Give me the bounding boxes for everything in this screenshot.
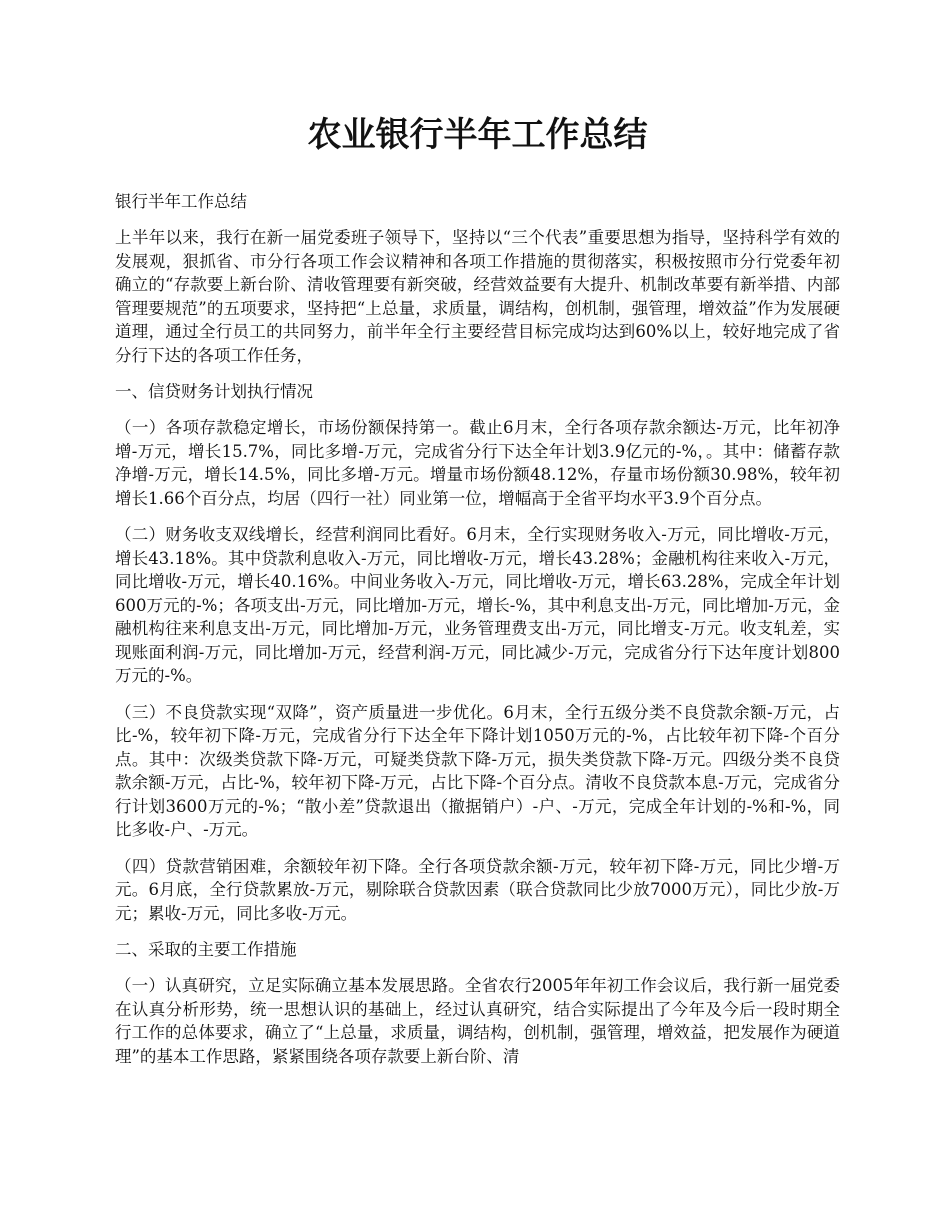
intro-paragraph: 上半年以来，我行在新一届党委班子领导下，坚持以“三个代表”重要思想为指导，坚持科学有效的发展观，狠抓省、市分行各项工作会议精神和各项工作措施的贯彻落实，积极按照市分行党委年初确立的“存款要上新台阶、清收管理要有新突破，经营效益要有大提升、机制改革要有新举措、内部管理要规范”的五项要求，坚持把“上总量，求质量，调结构，创机制，强管理，增效益”作为发展硬道理，通过全行员工的共同努力，前半年全行主要经营目标完成均达到60%以上，较好地完成了省分行下达的各项工作任务， <box>115 228 840 365</box>
section-1-paragraph-1: （一）各项存款稳定增长，市场份额保持第一。截止6月末，全行各项存款余额达-万元，比年初净增-万元，增长15.7%，同比多增-万元，完成省分行下达全年计划3.9亿元的-%，。其中：储蓄存款净增-万元，增长14.5%，同比多增-万元。增量市场份额48.12%，存量市场份额30.98%，较年初增长1.66个百分点，均居（四行一社）同业第一位，增幅高于全省平均水平3.9个百分点。 <box>115 418 840 508</box>
section-1-paragraph-2: （二）财务收支双线增长，经营利润同比看好。6月末，全行实现财务收入-万元，同比增收-万元，增长43.18%。其中贷款利息收入-万元，同比增收-万元，增长43.28%；金融机构往来收入-万元，同比增收-万元，增长40.16%。中间业务收入-万元，同比增收-万元，增长63.28%，完成全年计划600万元的-%；各项支出-万元，同比增加-万元，增长-%，其中利息支出-万元，同比增加-万元，金融机构往来利息支出-万元，同比增加-万元，业务管理费支出-万元，同比增支-万元。收支轧差，实现账面利润-万元，同比增加-万元，经营利润-万元，同比减少-万元，完成省分行下达年度计划800万元的-%。 <box>115 525 840 685</box>
document-title: 农业银行半年工作总结 <box>307 115 648 155</box>
document-page <box>115 110 840 1081</box>
document-subtitle: 银行半年工作总结 <box>115 192 247 211</box>
section-1-heading: 一、信贷财务计划执行情况 <box>115 382 313 401</box>
section-2-paragraph-1: （一）认真研究，立足实际确立基本发展思路。全省农行2005年年初工作会议后，我行新一届党委在认真分析形势，统一思想认识的基础上，经过认真研究，结合实际提出了今年及今后一段时期全行工作的总体要求，确立了“上总量，求质量，调结构，创机制，强管理，增效益，把发展作为硬道理”的基本工作思路，紧紧围绕各项存款要上新台阶、清 <box>115 976 840 1066</box>
section-1-paragraph-3: （三）不良贷款实现“双降”，资产质量进一步优化。6月末，全行五级分类不良贷款余额-万元，占比-%，较年初下降-万元，完成省分行下达全年下降计划1050万元的-%，占比较年初下降-个百分点。其中：次级类贷款下降-万元，可疑类贷款下降-万元，损失类贷款下降-万元。四级分类不良贷款余额-万元，占比-%，较年初下降-万元，占比下降-个百分点。清收不良贷款本息-万元，完成省分行计划3600万元的-%；“散小差”贷款退出（撤据销户）-户、-万元，完成全年计划的-%和-%，同比多收-户、-万元。 <box>115 702 840 839</box>
section-1-paragraph-4: （四）贷款营销困难，余额较年初下降。全行各项贷款余额-万元，较年初下降-万元，同比少增-万元。6月底，全行贷款累放-万元，剔除联合贷款因素（联合贷款同比少放7000万元），同比少放-万元；累收-万元，同比多收-万元。 <box>115 856 840 923</box>
section-2-heading: 二、采取的主要工作措施 <box>115 940 297 959</box>
